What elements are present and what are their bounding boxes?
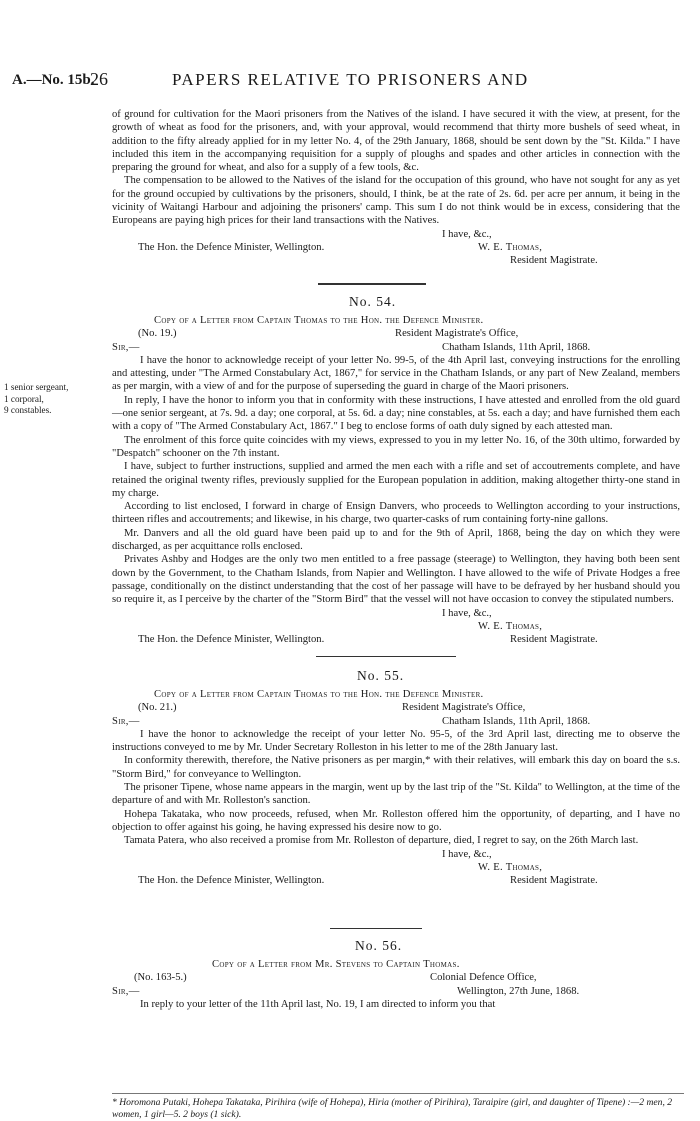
signer-title: Resident Magistrate.	[510, 255, 598, 267]
letter-55-signer-title: Resident Magistrate.	[510, 875, 598, 887]
letter-55-closing: I have, &c.,	[442, 848, 492, 860]
letter-54-addressee-line	[112, 633, 680, 646]
letter-54-signer-line	[112, 620, 680, 633]
letter-54-salutation-line	[112, 341, 680, 354]
letter-55-signer: W. E. Thomas,	[478, 861, 543, 873]
letter-55-signer-line	[112, 861, 680, 874]
letter-54-office: Resident Magistrate's Office,	[395, 328, 519, 340]
letter-56-salutation: Sir,—	[112, 985, 140, 997]
margin-note-line: 1 senior sergeant,	[4, 382, 69, 392]
letter-54-paragraph-7: Privates Ashby and Hodges are the only two men entitled to a free passage (steerage) to Wellington, they having both been sent down by the Government, to the Chatham Islands, from Napier and Wellington. I have allowed to the wife of Private Hodges a free passage, conditionally on the distinct understanding that the cost of her passage will have to be defrayed by her husband should you so require it, as I perceive by the charter of the "Storm Bird" that the vessel will not have occasion to convey the stipulated numbers.	[112, 554, 680, 606]
letter-54-paragraph-1: I have the honor to acknowledge receipt of your letter No. 99-5, of the 4th April last, conveying instructions for the enrolling and attesting, under "The Armed Constabulary Act, 1867," for service in the Chatham Islands, or any part of New Zealand, members as per margin, with a view of and for the purpose of superseding the guard in charge of the Maori prisoners.	[112, 354, 680, 393]
letter-56-heading-line	[112, 958, 680, 971]
signer-name: W. E. Thomas,	[478, 241, 543, 253]
letter-54-signer-title: Resident Magistrate.	[510, 634, 598, 646]
page-number: 26	[90, 69, 108, 89]
closing-line	[112, 228, 680, 241]
page-header	[12, 69, 682, 92]
margin-note-line: 9 constables.	[4, 405, 52, 416]
letter-54-paragraph-3: The enrolment of this force quite coincides with my views, expressed to you in my letter No. 16, of the 30th ultimo, forwarded by "Despatch" schooner on the 7th instant.	[112, 434, 680, 459]
section-divider	[330, 928, 422, 929]
letter-55	[112, 688, 680, 887]
letter-55-addressee-line	[112, 874, 680, 887]
signer-title-line	[112, 254, 680, 267]
letter-54-paragraph-2: In reply, I have the honor to inform you that in conformity with these instructions, I have attested and enrolled from the old guard—one senior sergeant, at 7s. 9d. a day; one corporal, at 5s. 6d. a day; nine constables, at 5s. each a day; and have furnished them each with a copy of "The Armed Constabulary Act, 1867." I beg to enclose forms of oath duly signed by each attested man.	[112, 394, 680, 433]
letter-55-paragraph-5: Tamata Patera, who also received a promise from Mr. Rolleston of departure, died, I regret to say, on the 26th March last.	[124, 835, 639, 847]
letter-55-ref-line	[112, 701, 680, 714]
letter-54-closing-line	[112, 607, 680, 620]
letter-54-heading-line	[112, 314, 680, 327]
letter-54-place-date: Chatham Islands, 11th April, 1868.	[442, 341, 591, 353]
closing-phrase: I have, &c.,	[442, 228, 492, 240]
letter-55-paragraph-1: I have the honor to acknowledge the receipt of your letter No. 95-5, of the 3rd April last, directing me to observe the instructions conveyed to me by Mr. Under Secretary Rolleston in his letter to me of the 28th January last.	[112, 728, 680, 754]
letter-55-salutation-line	[112, 715, 680, 728]
letter-56-heading: Copy of a Letter from Mr. Stevens to Captain Thomas.	[212, 959, 460, 970]
letter-56-number: No. 56.	[355, 938, 403, 953]
letter-55-heading-line	[112, 688, 680, 701]
letter-56	[112, 958, 680, 1011]
signature-line	[112, 241, 680, 254]
letter-54-closing: I have, &c.,	[442, 607, 492, 619]
margin-note-line: 1 corporal,	[4, 393, 44, 404]
letter-54-salutation: Sir,—	[112, 341, 140, 353]
section-divider	[318, 283, 426, 285]
letter-54-paragraph-5: According to list enclosed, I forward in charge of Ensign Danvers, who proceeds to Wellington according to your instructions, thirteen rifles and accoutrements; and likewise, in his charge, two quarter-casks of rum containing forty-nine gallons.	[112, 501, 680, 526]
letter-54-addressee: The Hon. the Defence Minister, Wellington.	[138, 634, 325, 646]
letter-55-ref: (No. 21.)	[138, 702, 177, 714]
letter-54-signer: W. E. Thomas,	[478, 620, 543, 632]
letter-56-ref: (No. 163-5.)	[134, 972, 187, 984]
letter-55-place-date: Chatham Islands, 11th April, 1868.	[442, 715, 591, 727]
letter-55-addressee: The Hon. the Defence Minister, Wellington.	[138, 875, 325, 887]
letter-56-paragraph-1: In reply to your letter of the 11th April last, No. 19, I am directed to inform you that	[140, 998, 496, 1010]
letter-54-paragraph-6: Mr. Danvers and all the old guard have been paid up to and for the 9th of April, 1868, being the day on which they were discharged, as per acquittance rolls enclosed.	[112, 527, 680, 553]
letter-56-ref-line	[112, 971, 680, 984]
margin-note-54	[4, 382, 114, 417]
letter-54-paragraph-4: I have, subject to further instructions, supplied and armed the men each with a rifle and set of accoutrements complete, and have retained the original twenty rifles, previously supplied for the European population in addition, making altogether thirty-one stand in my charge.	[112, 461, 680, 499]
intro-paragraph-2: The compensation to be allowed to the Natives of the island for the occupation of this ground, who have not sought for any as yet for the ground occupied by cultivations by the prisoners, should, I think, be at the rate of 2s. 6d. per acre per annum, it being in the vicinity of Waitangi Harbour and adjoining the prisoners' camp. This sum I do not think would be in excess, considering that the Europeans are paying high prices for their land transactions with the Natives.	[112, 175, 680, 227]
letter-56-salutation-line	[112, 985, 680, 998]
letter-56-place-date: Wellington, 27th June, 1868.	[457, 985, 580, 997]
footnote-divider	[112, 1093, 684, 1094]
letter-54-ref-line	[112, 327, 680, 340]
intro-paragraph-1: of ground for cultivation for the Maori prisoners from the Natives of the island. I have secured it with the view, at present, for the growth of wheat as food for the prisoners, and, with your approval, would recommend that thirty more bushels of seed wheat, in addition to the fifty already applied for in my letter No. 4, of the 29th January, 1868, should be sent down by the "St. Kilda." I have included this item in the accompanying requisition for a supply of ploughs and spades and other articles in connection with the preparing the ground for wheat, and also for a supply of a few tools, &c.	[112, 109, 680, 174]
addressee: The Hon. the Defence Minister, Wellington.	[138, 241, 325, 253]
letter-55-paragraph-2: In conformity therewith, therefore, the Native prisoners as per margin,* with their relatives, will embark this day on board the s.s. "Storm Bird," for conveyance to Wellington.	[112, 755, 680, 780]
letter-54-heading: Copy of a Letter from Captain Thomas to the Hon. the Defence Minister.	[154, 315, 484, 326]
letter-55-closing-line	[112, 848, 680, 861]
intro-section	[112, 108, 680, 268]
letter-55-office: Resident Magistrate's Office,	[402, 702, 526, 714]
letter-55-paragraph-4: Hohepa Takataka, who now proceeds, refused, when Mr. Rolleston offered him the opportunity, of departing, and I have no objection to offer against his going, he having expressed his desire now to go.	[112, 808, 680, 833]
section-divider	[316, 656, 456, 657]
letter-54	[112, 314, 680, 646]
letter-55-paragraph-3: The prisoner Tipene, whose name appears in the margin, went up by the last trip of the "St. Kilda" to Wellington, at the time of the departure of and with Mr. Rolleston's sanction.	[112, 782, 680, 807]
running-title: PAPERS RELATIVE TO PRISONERS AND	[172, 70, 529, 89]
letter-55-heading: Copy of a Letter from Captain Thomas to the Hon. the Defence Minister.	[154, 689, 484, 700]
letter-54-ref: (No. 19.)	[138, 328, 177, 340]
letter-55-number: No. 55.	[357, 668, 405, 683]
letter-56-office: Colonial Defence Office,	[430, 972, 537, 984]
footnote: * Horomona Putaki, Hohepa Takataka, Pirihira (wife of Hohepa), Hiria (mother of Pirihira), Taraipire (girl, and daughter of Tipene) :—2 men, 2 women, 1 girl—5. 2 boys (1 sick).	[112, 1097, 673, 1120]
letter-55-salutation: Sir,—	[112, 715, 140, 727]
letter-54-number: No. 54.	[349, 294, 397, 309]
paper-reference: A.—No. 15b.	[12, 72, 95, 88]
